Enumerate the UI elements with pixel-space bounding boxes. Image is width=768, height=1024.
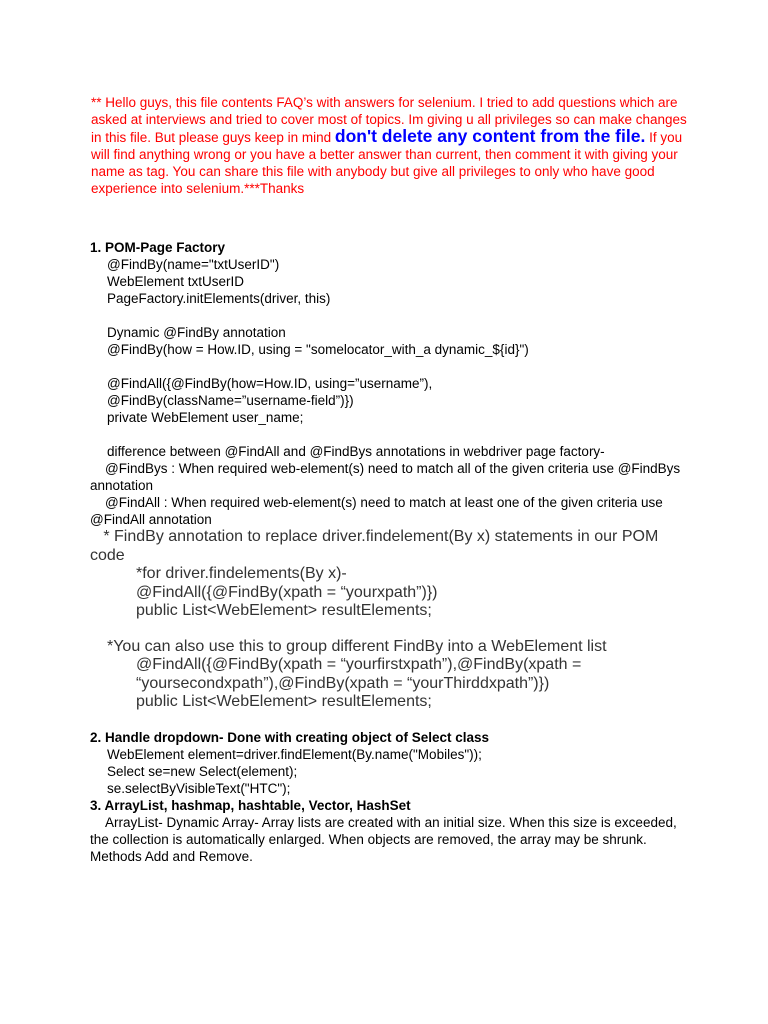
- dynamic-findby-label: Dynamic @FindBy annotation: [107, 325, 286, 340]
- findbys-description-text: @FindBys : When required web-element(s) need to match all of the given criteria use @FindBys annotation: [90, 461, 681, 493]
- section2-heading: 2. Handle dropdown- Done with creating object of Select class: [90, 729, 490, 745]
- code-line: WebElement txtUserID: [107, 274, 245, 289]
- code-line: public List<WebElement> resultElements;: [136, 602, 432, 619]
- findall-description: [90, 494, 690, 528]
- findby-note: [90, 528, 690, 565]
- code-line: @FindAll({@FindBy(how=How.ID, using=”username”),: [107, 376, 433, 391]
- code-line: Select se=new Select(element);: [107, 763, 298, 779]
- spacer: [90, 358, 690, 375]
- group-findby-note: *You can also use this to group different FindBy into a WebElement list: [107, 637, 607, 655]
- section1-heading: 1. POM-Page Factory: [90, 240, 226, 255]
- code-line: public List<WebElement> resultElements;: [136, 693, 432, 710]
- intro-paragraph: [91, 94, 691, 197]
- code-line: PageFactory.initElements(driver, this): [107, 291, 331, 306]
- findall-description-text: @FindAll : When required web-element(s) need to match at least one of the given criteria use @FindAll annotation: [90, 495, 663, 527]
- code-line: @FindBy(name="txtUserID"): [107, 257, 280, 272]
- spacer: [90, 621, 690, 638]
- code-line: @FindAll({@FindBy(xpath = “yourxpath”)}): [136, 583, 438, 601]
- arraylist-description: [90, 814, 690, 865]
- spacer: [90, 712, 690, 729]
- code-line: @FindBy(how = How.ID, using = "somelocator_with_a dynamic_${id}"): [107, 342, 529, 357]
- code-line: *for driver.findelements(By x)-: [136, 565, 347, 582]
- spacer: [90, 426, 690, 443]
- code-line: WebElement element=driver.findElement(By.name("Mobiles"));: [107, 746, 482, 762]
- section3-heading: 3. ArrayList, hashmap, hashtable, Vector, HashSet: [90, 797, 411, 813]
- arraylist-description-text: ArrayList- Dynamic Array- Array lists are created with an initial size. When this size is exceeded, the collection is automatically enlarged. When objects are removed, the array may be shrunk. Methods Add and Remove.: [90, 814, 677, 864]
- intro-text-part2: If you will find anything wrong or you have a better answer than current, then comment it with giving your name as tag. You can share this file with anybody but give all privileges to only who have good experience into selenium.***Thanks: [91, 130, 683, 196]
- intro-highlight: don't delete any content from the file.: [334, 126, 646, 146]
- code-line: @FindBy(className=”username-field”)}): [107, 393, 354, 408]
- findbys-description: [90, 460, 690, 494]
- code-line: @FindAll({@FindBy(xpath = “yourfirstxpath”),@FindBy(xpath = “yoursecondxpath”),@FindBy(xpath = “yourThirddxpath”)}): [136, 656, 582, 692]
- code-line: se.selectByVisibleText("HTC");: [107, 780, 291, 796]
- intro-text-part1: ** Hello guys, this file contents FAQ’s with answers for selenium. I tried to add questions which are asked at interviews and tried to cover most of topics. Im giving u all privileges so can make changes in this file. But please guys keep in mind: [91, 95, 687, 145]
- code-line: private WebElement user_name;: [107, 410, 304, 425]
- document-body: [90, 239, 690, 865]
- findby-note-text: * FindBy annotation to replace driver.findelement(By x) statements in our POM code: [90, 528, 659, 564]
- spacer: [90, 307, 690, 324]
- difference-title: difference between @FindAll and @FindBys annotations in webdriver page factory-: [107, 444, 605, 459]
